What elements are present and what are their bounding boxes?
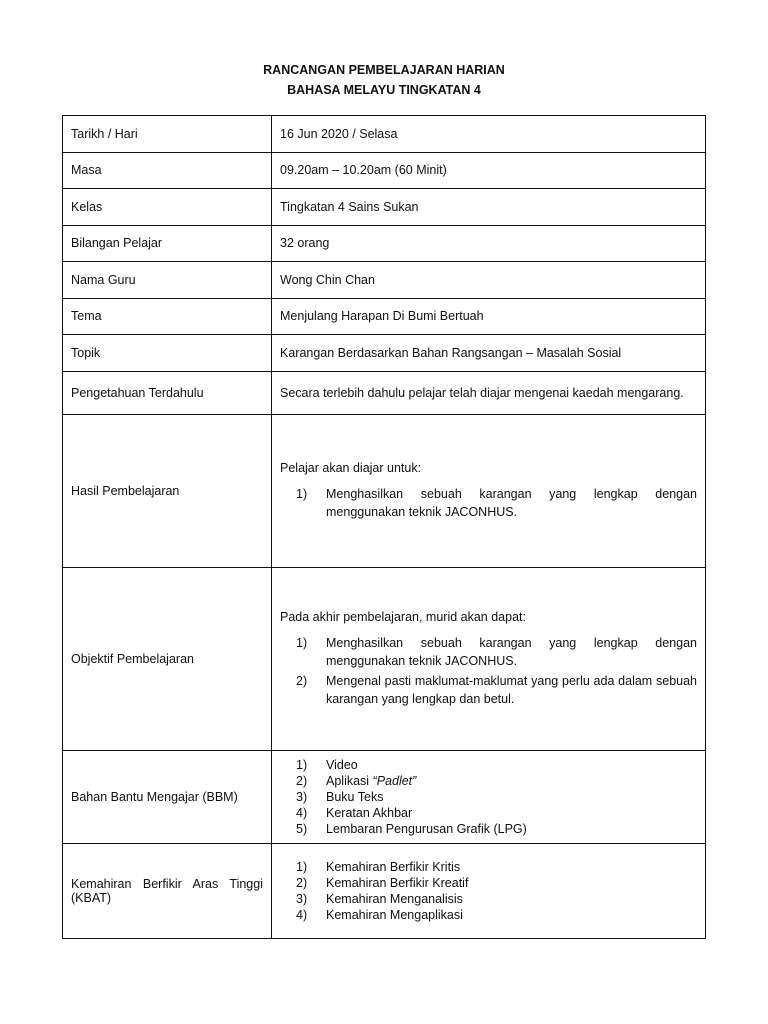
title-line-1: RANCANGAN PEMBELAJARAN HARIAN [263, 63, 505, 77]
objektif-intro: Pada akhir pembelajaran, murid akan dapat: [280, 609, 526, 624]
value-tema: Menjulang Harapan Di Bumi Bertuah [272, 298, 706, 335]
title-line-2: BAHASA MELAYU TINGKATAN 4 [287, 83, 481, 97]
list-number: 1) [296, 486, 308, 501]
list-number: 3) [296, 891, 308, 906]
padlet-app-name: “Padlet” [372, 773, 417, 788]
list-number: 3) [296, 789, 308, 804]
list-number: 2) [296, 875, 308, 890]
label-nama-guru: Nama Guru [63, 262, 272, 299]
hasil-list [280, 485, 697, 521]
list-item [280, 757, 697, 773]
list-text: Kemahiran Berfikir Kritis [326, 859, 461, 874]
row-kelas [63, 189, 706, 226]
row-bilangan-pelajar [63, 225, 706, 262]
list-number: 2) [296, 773, 308, 788]
row-pengetahuan-terdahulu [63, 371, 706, 414]
document-title [0, 60, 768, 100]
row-tema [63, 298, 706, 335]
list-item [280, 485, 697, 521]
list-number: 4) [296, 907, 308, 922]
list-item [280, 875, 697, 891]
kbat-list [280, 859, 697, 923]
list-text [326, 773, 697, 789]
list-text: Kemahiran Menganalisis [326, 891, 463, 906]
list-text: Keratan Akhbar [326, 805, 413, 820]
list-text: Video [326, 757, 358, 772]
label-hasil-pembelajaran: Hasil Pembelajaran [63, 414, 272, 567]
list-text: Menghasilkan sebuah karangan yang lengkap dengan menggunakan teknik JACONHUS. [326, 486, 697, 519]
list-item [280, 789, 697, 805]
list-text: Kemahiran Berfikir Kreatif [326, 875, 469, 890]
list-item [280, 634, 697, 670]
label-topik: Topik [63, 335, 272, 372]
label-pengetahuan-terdahulu: Pengetahuan Terdahulu [63, 371, 272, 414]
label-kelas: Kelas [63, 189, 272, 226]
label-kbat: Kemahiran Berfikir Aras Tinggi (KBAT) [63, 843, 272, 938]
value-bilangan-pelajar: 32 orang [272, 225, 706, 262]
list-text: Buku Teks [326, 789, 384, 804]
list-text: Kemahiran Mengaplikasi [326, 907, 463, 922]
value-hasil-pembelajaran [272, 414, 706, 567]
label-tema: Tema [63, 298, 272, 335]
list-item [280, 907, 697, 923]
list-text: Menghasilkan sebuah karangan yang lengkap dengan menggunakan teknik JACONHUS. [326, 635, 697, 668]
list-number: 1) [296, 757, 308, 772]
list-item [280, 891, 697, 907]
row-tarikh [63, 116, 706, 153]
row-objektif-pembelajaran [63, 567, 706, 750]
label-bilangan-pelajar: Bilangan Pelajar [63, 225, 272, 262]
list-number: 1) [296, 859, 308, 874]
list-item [280, 859, 697, 875]
value-tarikh: 16 Jun 2020 / Selasa [272, 116, 706, 153]
label-masa: Masa [63, 152, 272, 189]
value-topik: Karangan Berdasarkan Bahan Rangsangan – Masalah Sosial [272, 335, 706, 372]
row-hasil-pembelajaran [63, 414, 706, 567]
list-number: 4) [296, 805, 308, 820]
objektif-list [280, 634, 697, 708]
list-text-prefix: Aplikasi [326, 773, 373, 788]
list-text: Lembaran Pengurusan Grafik (LPG) [326, 821, 527, 836]
list-number: 2) [296, 673, 308, 688]
label-bahan-bantu-mengajar: Bahan Bantu Mengajar (BBM) [63, 750, 272, 843]
value-kbat [272, 843, 706, 938]
lesson-plan-table [62, 115, 706, 939]
value-objektif-pembelajaran [272, 567, 706, 750]
bbm-list [280, 757, 697, 837]
value-bahan-bantu-mengajar [272, 750, 706, 843]
list-number: 1) [296, 635, 308, 650]
list-item [280, 805, 697, 821]
row-topik [63, 335, 706, 372]
list-item [280, 672, 697, 708]
value-nama-guru: Wong Chin Chan [272, 262, 706, 299]
row-nama-guru [63, 262, 706, 299]
list-item [280, 821, 697, 837]
label-tarikh: Tarikh / Hari [63, 116, 272, 153]
list-item [280, 773, 697, 789]
value-kelas: Tingkatan 4 Sains Sukan [272, 189, 706, 226]
row-masa [63, 152, 706, 189]
label-objektif-pembelajaran: Objektif Pembelajaran [63, 567, 272, 750]
list-text: Mengenal pasti maklumat-maklumat yang perlu ada dalam sebuah karangan yang lengkap dan betul. [326, 673, 697, 706]
value-pengetahuan-terdahulu: Secara terlebih dahulu pelajar telah diajar mengenai kaedah mengarang. [272, 371, 706, 414]
hasil-intro: Pelajar akan diajar untuk: [280, 460, 422, 475]
row-kbat [63, 843, 706, 938]
list-number: 5) [296, 821, 308, 836]
value-masa: 09.20am – 10.20am (60 Minit) [272, 152, 706, 189]
row-bahan-bantu-mengajar [63, 750, 706, 843]
